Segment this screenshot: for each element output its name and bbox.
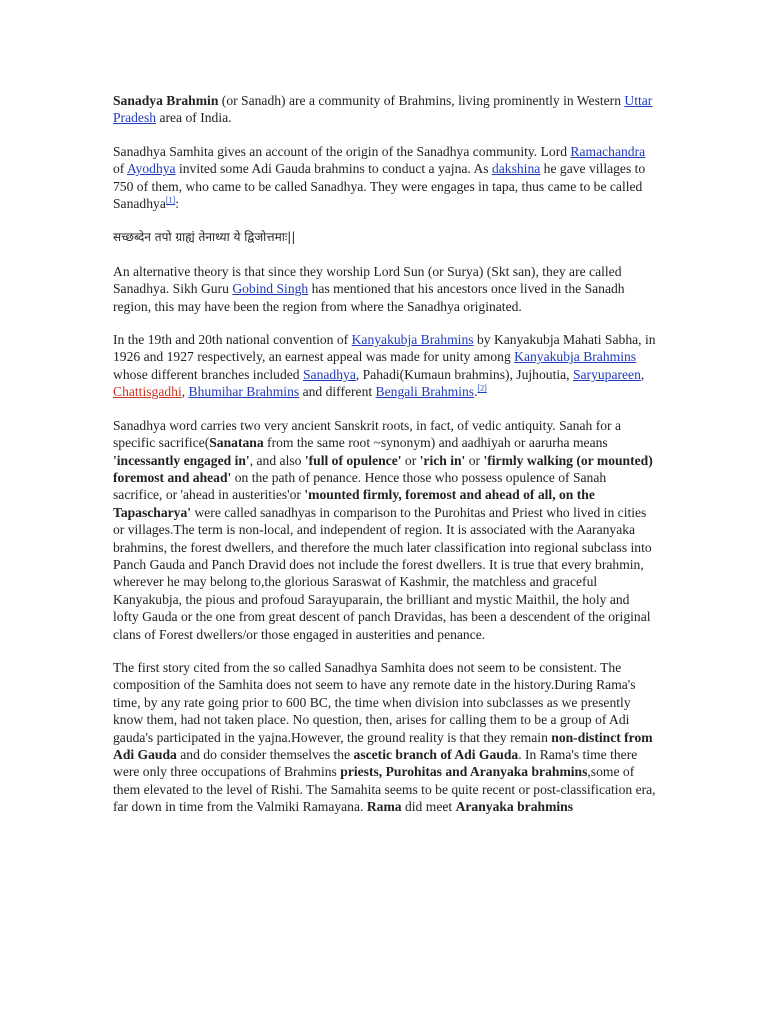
text: and different [299,384,376,400]
bold-term: 'firmly walking (or mounted) foremost and ahead' [113,452,653,485]
link-kanyakubja-brahmins[interactable]: Kanyakubja Brahmins [351,332,474,348]
text: ,some of them elevated to the level of Rishi. The Samahita seems to be quite recent or post-classification era, far down in time from the Valmiki Ramayana. [113,764,656,815]
sanskrit-text: सच्छब्देन तपो ग्राह्यं तेनाध्या ये द्विजोत्तमाः|| [113,230,296,245]
article-subject: Sanadya Brahmin [113,93,219,108]
link-gobind-singh[interactable]: Gobind Singh [232,281,309,297]
bold-term: Rama [366,799,402,815]
reference-1[interactable]: [1] [165,195,176,205]
link-dakshina[interactable]: dakshina [491,161,541,177]
text: . In Rama's time there were only three occupations of Brahmins [113,747,638,780]
bold-term: 'full of opulence' [304,452,402,468]
link-ramachandra[interactable]: Ramachandra [570,143,646,159]
text: An alternative theory is that since they worship Lord Sun (or Surya) (Skt san), they are called Sanadhya. Sikh Guru [113,263,622,297]
bold-term: 'incessantly engaged in' [113,452,250,468]
bold-term: Sanatana [209,435,264,451]
bold-term: ascetic branch of Adi Gauda [353,747,519,762]
article-body [113,92,658,832]
link-saryupareen[interactable]: Saryupareen [572,366,641,382]
text: , [640,366,645,382]
text: , [181,384,189,400]
reference-2[interactable]: [2] [477,383,487,393]
text: and do consider themselves the [176,747,354,762]
text: of [113,161,127,177]
convention-paragraph [113,331,658,401]
alternative-theory-paragraph [113,263,658,315]
text: The first story cited from the so called Sanadhya Samhita does not seem to be consistent. The composition of the Samhita does not seem to have any remote date in the history.During Rama's time, by any rate going prior to 600 BC, the time when division into subclasses as we presently know them, had not taken place. No question, then, arises for calling them to be a group of Adi gauda's participated in the yajna.However, the ground reality is that they remain [113,659,636,745]
text: Sanadhya word carries two very ancient Sanskrit roots, in fact, of vedic antiquity. Sanah for a specific sacrifice( [113,417,621,451]
bold-term: 'mounted firmly, foremost and ahead of all, on the Tapascharya' [113,487,595,520]
origin-paragraph [113,143,658,213]
text: area of India. [156,110,232,126]
link-bhumihar-brahmins[interactable]: Bhumihar Brahmins [188,384,300,400]
bold-term: 'rich in' [419,452,466,468]
text: by Kanyakubja Mahati Sabha, in 1926 and 1927 respectively, an earnest appeal was made for unity among [113,332,656,365]
intro-paragraph [113,92,658,127]
link-ayodhya[interactable]: Ayodhya [126,161,176,177]
text: , Pahadi(Kumaun brahmins), Jujhoutia, [355,366,573,382]
text: he gave villages to 750 of them, who came to be called Sanadhya. They were engages in tapa, thus came to be called Sanadhya [113,161,646,212]
text: or [465,452,484,468]
text: were called sanadhyas in comparison to the Purohitas and Priest who lived in cities or villages.The term is non-local, and independent of region. It is associated with the Aaranyaka brahmins, the forest dwellers, and therefore the much later classification into regional subclass into Panch Gauda and Panch Dravid does not include the forest dwellers. It is true that every brahmin, wherever he may belong to,the glorious Saraswat of Kashmir, the matchless and graceful Kanyakubja, the pious and profoud Sarayuparain, the brilliant and mystic Maithil, the holy and lofty Gauda or the one from great descent of panch Dravidas, has been a descendent of the original clans of Forest dwellers/or those engaged in austerities and penance. [113,504,652,642]
text: . [474,384,478,400]
text: (or Sanadh) are a community of Brahmins, living prominently in Western [218,93,625,108]
text: : [175,196,179,212]
text: on the path of penance. Hence those who possess opulence of Sanah sacrifice, or 'ahead in austerities'or [113,469,607,503]
text: from the same root ~synonym) and aadhiyah or aarurha means [263,435,608,451]
link-bengali-brahmins[interactable]: Bengali Brahmins [375,384,475,400]
etymology-paragraph [113,417,658,643]
text: Sanadhya Samhita gives an account of the origin of the Sanadhya community. Lord [113,143,571,159]
bold-term: non-distinct from Adi Gauda [113,729,653,762]
text: invited some Adi Gauda brahmins to conduct a yajna. As [175,161,492,177]
link-kanyakubja-brahmins-2[interactable]: Kanyakubja Brahmins [514,349,637,365]
text: did meet [401,799,456,815]
link-uttar-pradesh[interactable]: Uttar Pradesh [113,93,653,126]
link-sanadhya[interactable]: Sanadhya [303,366,356,382]
sanskrit-verse [113,228,658,246]
text: , and also [249,452,305,468]
bold-term: Aranyaka brahmins [455,799,574,815]
text: whose different branches included [113,366,303,382]
samhita-critique-paragraph [113,659,658,816]
text: has mentioned that his ancestors once lived in the Sanadh region, this may have been the region from where the Sanadhya originated. [113,281,625,314]
text: In the 19th and 20th national convention of [113,332,352,348]
link-chattisgadhi[interactable]: Chattisgadhi [113,384,182,400]
bold-term: priests, Purohitas and Aranyaka brahmins [340,764,588,780]
text: or [401,452,420,468]
